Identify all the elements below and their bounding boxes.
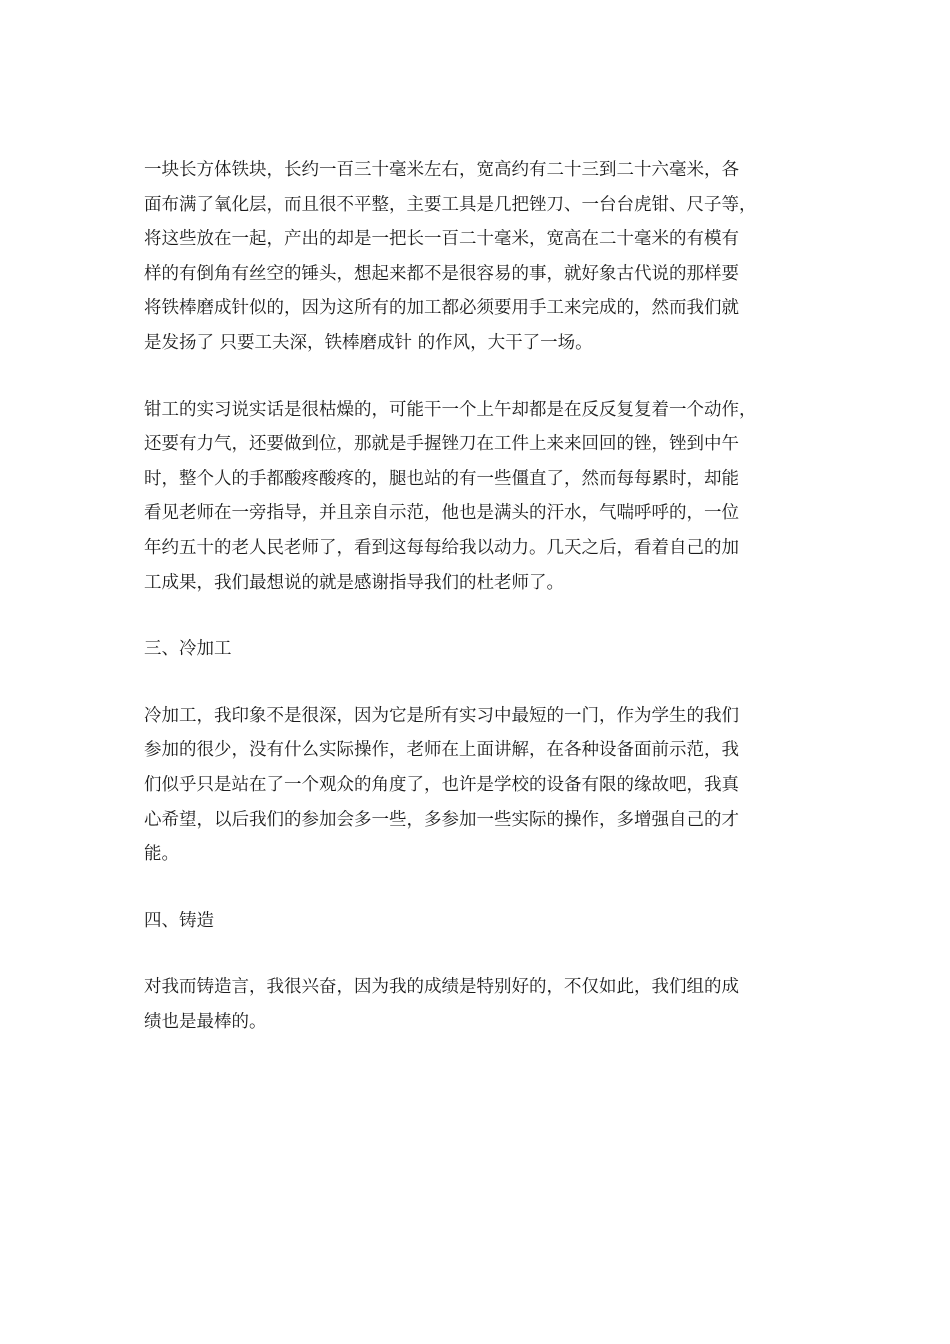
text-line: 钳工的实习说实话是很枯燥的，可能干一个上午却都是在反反复复着一个动作， bbox=[144, 399, 757, 420]
section-heading-cold-working bbox=[144, 632, 820, 667]
text-line: 面布满了氧化层，而且很不平整，主要工具是几把锉刀、一台台虎钳、尺子等， bbox=[144, 194, 757, 215]
paragraph-cold-working bbox=[144, 699, 820, 872]
text-line: 冷加工，我印象不是很深，因为它是所有实习中最短的一门，作为学生的我们 bbox=[144, 705, 739, 726]
text-line: 样的有倒角有丝空的锤头，想起来都不是很容易的事，就好象古代说的那样要 bbox=[144, 263, 739, 284]
paragraph-casting bbox=[144, 970, 820, 1039]
text-line: 对我而铸造言，我很兴奋，因为我的成绩是特别好的，不仅如此，我们组的成 bbox=[144, 977, 739, 998]
text-line: 时，整个人的手都酸疼酸疼的，腿也站的有一些僵直了，然而每每累时，却能 bbox=[144, 468, 739, 489]
text-line: 年约五十的老人民老师了，看到这每每给我以动力。几天之后，看着自己的加 bbox=[144, 537, 739, 558]
paragraph-spacer bbox=[144, 600, 820, 632]
text-line: 还要有力气，还要做到位，那就是手握锉刀在工件上来来回回的锉，锉到中午 bbox=[144, 434, 739, 455]
paragraph-spacer bbox=[144, 872, 820, 904]
text-line: 将铁棒磨成针似的，因为这所有的加工都必须要用手工来完成的，然而我们就 bbox=[144, 298, 739, 319]
text-line: 能。 bbox=[144, 844, 179, 865]
text-line: 参加的很少，没有什么实际操作，老师在上面讲解，在各种设备面前示范，我 bbox=[144, 740, 739, 761]
paragraph-spacer bbox=[144, 361, 820, 393]
text-line: 们似乎只是站在了一个观众的角度了，也许是学校的设备有限的缘故吧，我真 bbox=[144, 774, 739, 795]
heading-line: 四、铸造 bbox=[144, 910, 214, 931]
text-line: 是发扬了 只要工夫深，铁棒磨成针 的作风，大干了一场。 bbox=[144, 332, 593, 353]
paragraph-spacer bbox=[144, 667, 820, 699]
text-line: 工成果，我们最想说的就是感谢指导我们的杜老师了。 bbox=[144, 572, 564, 593]
text-line: 一块长方体铁块，长约一百三十毫米左右，宽高约有二十三到二十六毫米，各 bbox=[144, 160, 739, 180]
text-line: 将这些放在一起，产出的却是一把长一百二十毫米，宽高在二十毫米的有模有 bbox=[144, 229, 739, 250]
heading-line: 三、冷加工 bbox=[144, 639, 232, 660]
paragraph-fitter-hammer bbox=[144, 153, 820, 361]
paragraph-spacer bbox=[144, 938, 820, 970]
document-body bbox=[144, 153, 820, 1039]
text-line: 绩也是最棒的。 bbox=[144, 1011, 267, 1032]
text-line: 看见老师在一旁指导，并且亲自示范，他也是满头的汗水，气喘呼呼的，一位 bbox=[144, 503, 739, 524]
paragraph-fitter-practice bbox=[144, 393, 820, 601]
text-line: 心希望，以后我们的参加会多一些，多参加一些实际的操作，多增强自己的才 bbox=[144, 809, 739, 830]
section-heading-casting bbox=[144, 904, 820, 939]
